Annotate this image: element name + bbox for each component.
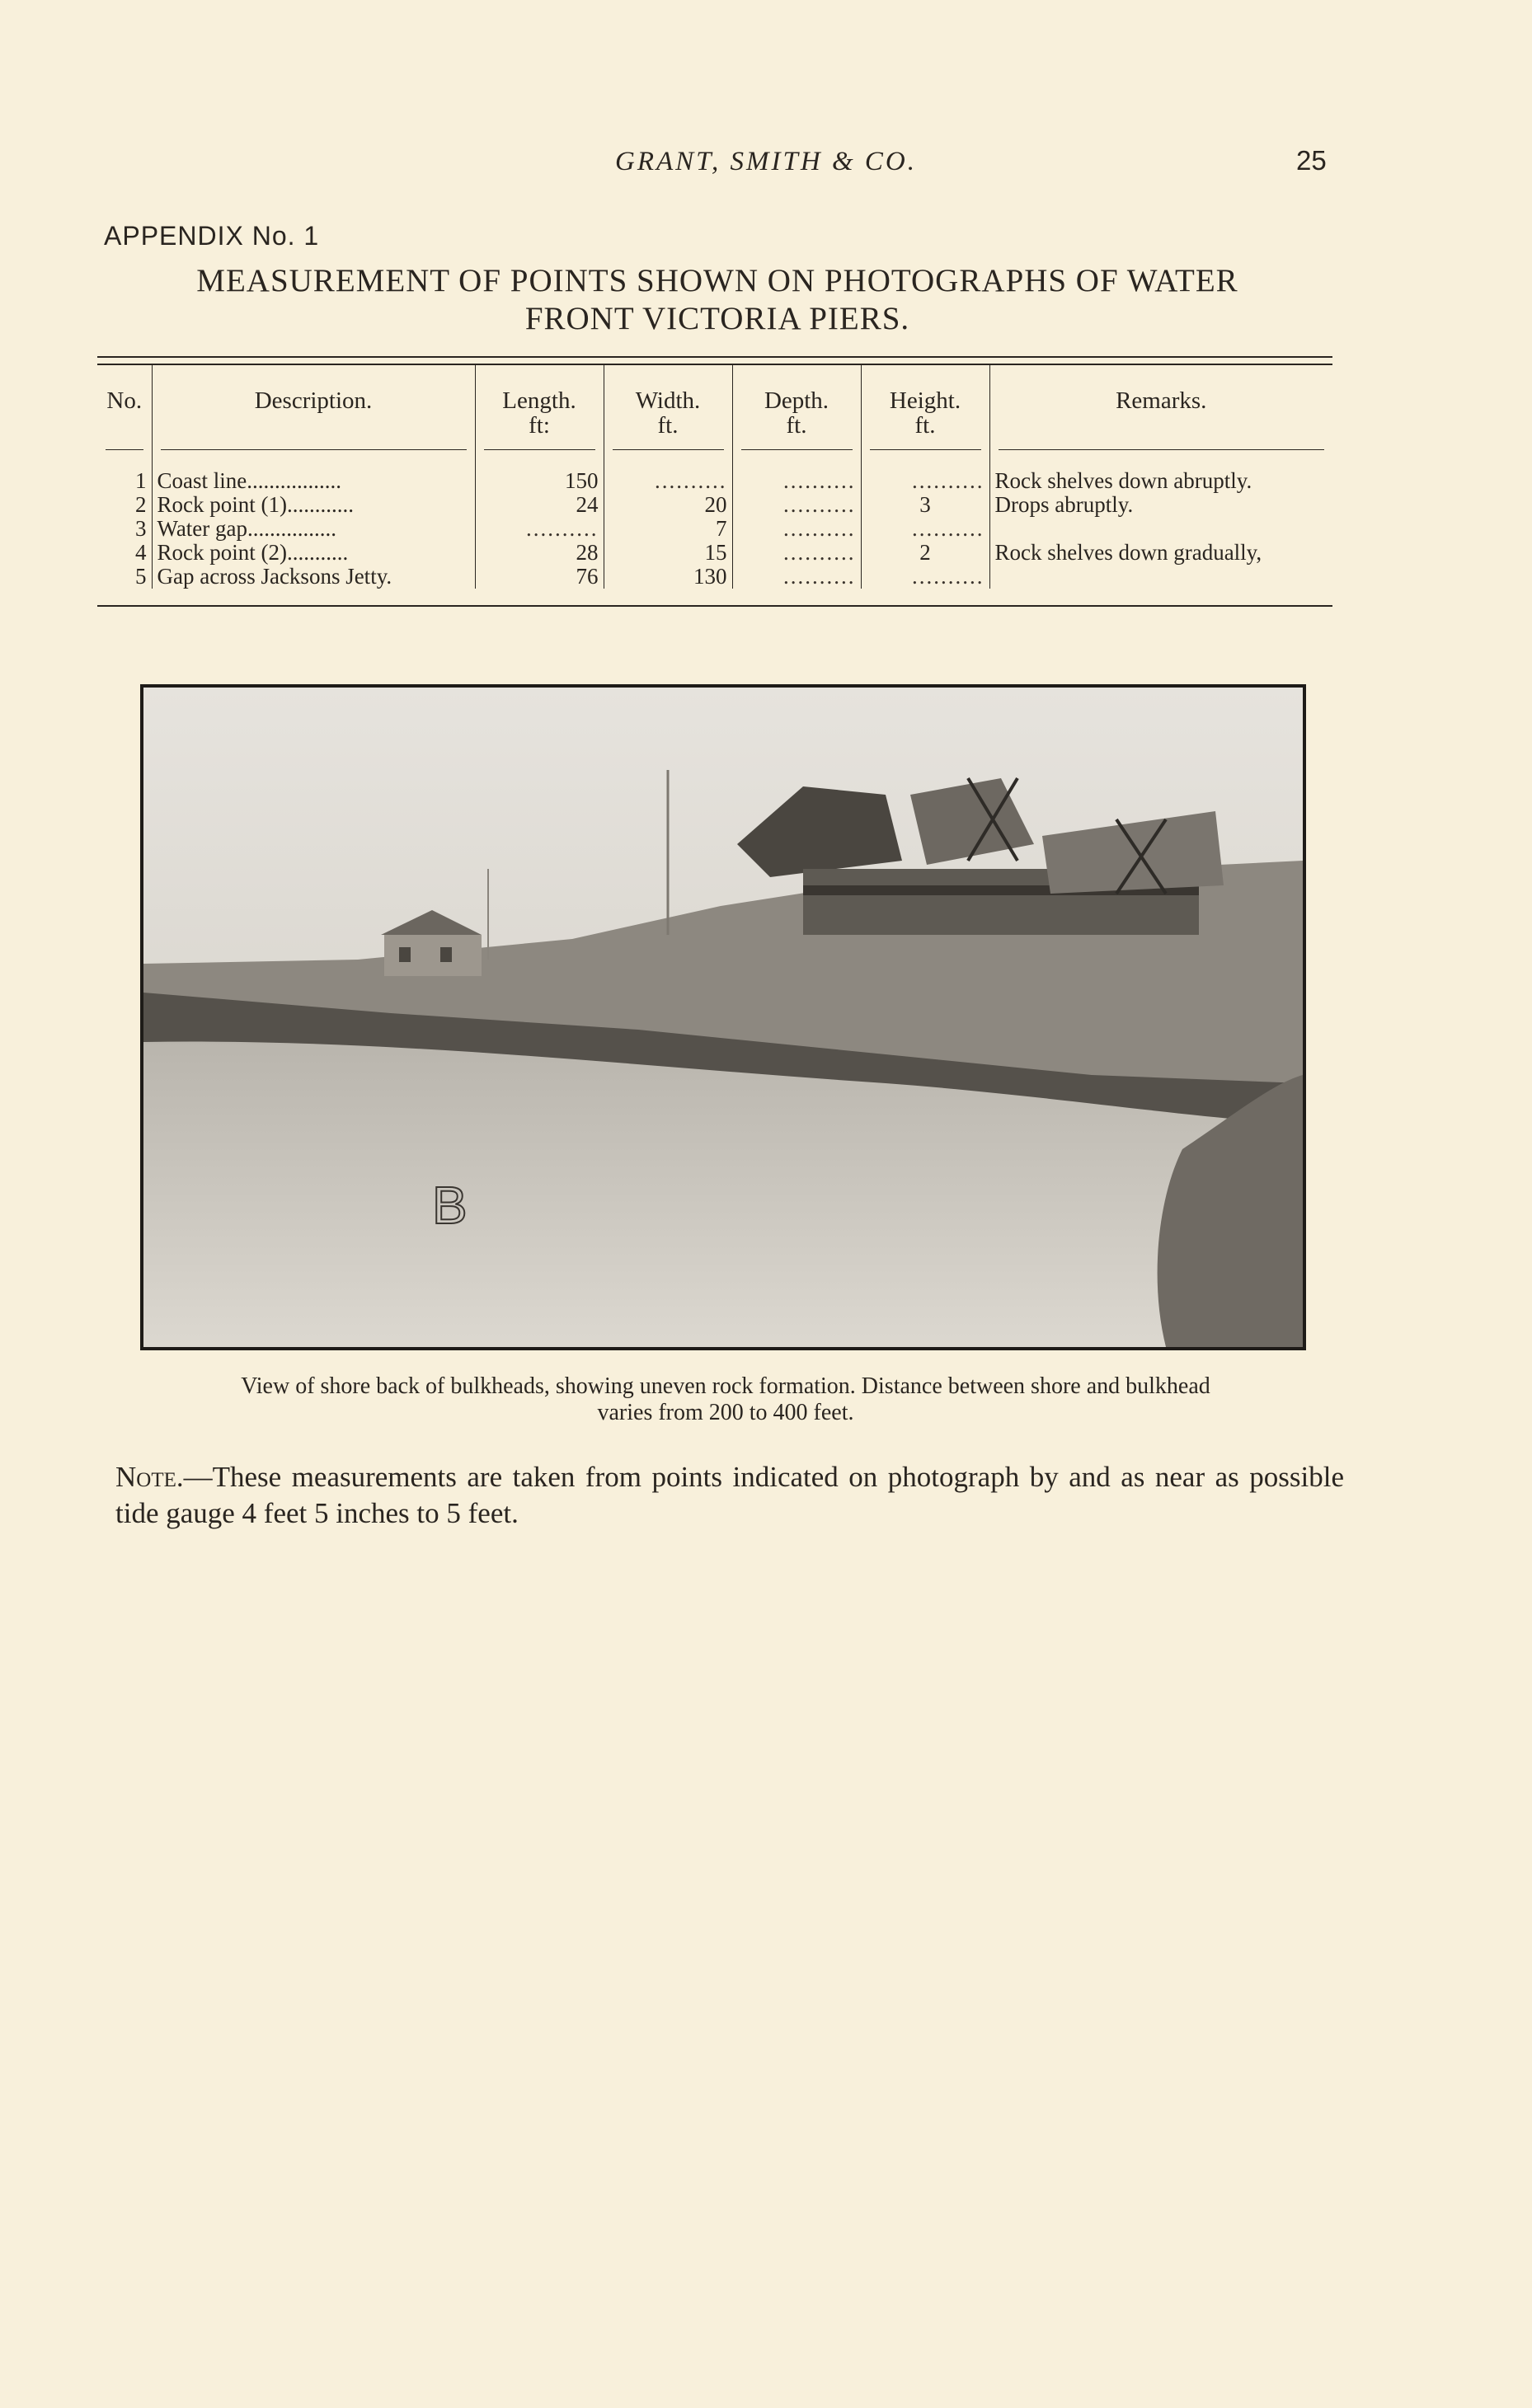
cell-description: Coast line................. (152, 469, 475, 493)
handwritten-mark-b: B (432, 1176, 468, 1235)
table-row (97, 565, 1332, 589)
note-text: —These measurements are taken from points indicated on photograph by and as near as possible tide gauge 4 feet 5 inches to 5 feet. (115, 1461, 1344, 1529)
cell-length: 24 (475, 493, 604, 517)
cell-length: 76 (475, 565, 604, 589)
header-length: Length. ft: (475, 365, 604, 449)
photo-caption (99, 1373, 1352, 1426)
cell-width: 20 (604, 493, 732, 517)
footnote (115, 1459, 1344, 1532)
cell-remarks (989, 517, 1332, 541)
table-row (97, 541, 1332, 565)
note-label: Note. (115, 1461, 184, 1493)
cell-height: 3 (861, 493, 989, 517)
cell-depth: .......... (732, 541, 861, 565)
cell-description: Rock point (1)............ (152, 493, 475, 517)
cell-remarks: Rock shelves down gradually, (989, 541, 1332, 565)
cell-depth: .......... (732, 565, 861, 589)
cell-width: 7 (604, 517, 732, 541)
header-separator (97, 449, 1332, 469)
caption-line-2: varies from 200 to 400 feet. (597, 1400, 854, 1425)
shore-photograph (140, 684, 1306, 1350)
caption-line-1: View of shore back of bulkheads, showing uneven rock formation. Distance between shore and bulkhead (241, 1373, 1210, 1399)
cell-length: .......... (475, 517, 604, 541)
cell-description: Water gap................ (152, 517, 475, 541)
header-width: Width. ft. (604, 365, 732, 449)
cell-no: 3 (135, 516, 147, 541)
cell-height: .......... (861, 517, 989, 541)
cell-length: 28 (475, 541, 604, 565)
header-description: Description. (152, 365, 475, 449)
table-row (97, 469, 1332, 493)
table-row (97, 517, 1332, 541)
cell-no: 4 (135, 540, 147, 565)
header-no: No. (106, 387, 143, 414)
title-line-1: MEASUREMENT OF POINTS SHOWN ON PHOTOGRAPHS OF WATER (196, 263, 1238, 298)
cell-no: 5 (135, 564, 147, 589)
cell-height: 2 (861, 541, 989, 565)
cell-remarks: Rock shelves down abruptly. (989, 469, 1332, 493)
cell-remarks (989, 565, 1332, 589)
cell-description: Rock point (2)........... (152, 541, 475, 565)
cell-width: 15 (604, 541, 732, 565)
table-row (97, 493, 1332, 517)
page-number: 25 (1296, 145, 1327, 176)
table-bottom-rule (97, 605, 1332, 607)
cell-depth: .......... (732, 469, 861, 493)
cell-length: 150 (475, 469, 604, 493)
cell-depth: .......... (732, 517, 861, 541)
cell-width: .......... (604, 469, 732, 493)
title-line-2: FRONT VICTORIA PIERS. (524, 301, 910, 336)
appendix-label: APPENDIX No. 1 (104, 221, 320, 251)
page-title (99, 262, 1336, 338)
cell-remarks: Drops abruptly. (989, 493, 1332, 517)
header-remarks: Remarks. (989, 365, 1332, 449)
cell-height: .......... (861, 565, 989, 589)
table-header-row (97, 365, 1332, 449)
cell-width: 130 (604, 565, 732, 589)
cell-depth: .......... (732, 493, 861, 517)
cell-no: 2 (135, 492, 147, 517)
header-height: Height. ft. (861, 365, 989, 449)
cell-no: 1 (135, 468, 147, 493)
measurement-table (97, 365, 1332, 589)
cell-description: Gap across Jacksons Jetty. (152, 565, 475, 589)
cell-height: .......... (861, 469, 989, 493)
header-depth: Depth. ft. (732, 365, 861, 449)
running-head: GRANT, SMITH & CO. (615, 147, 917, 176)
table-top-rule (97, 356, 1332, 365)
measurement-table-block (97, 356, 1332, 607)
